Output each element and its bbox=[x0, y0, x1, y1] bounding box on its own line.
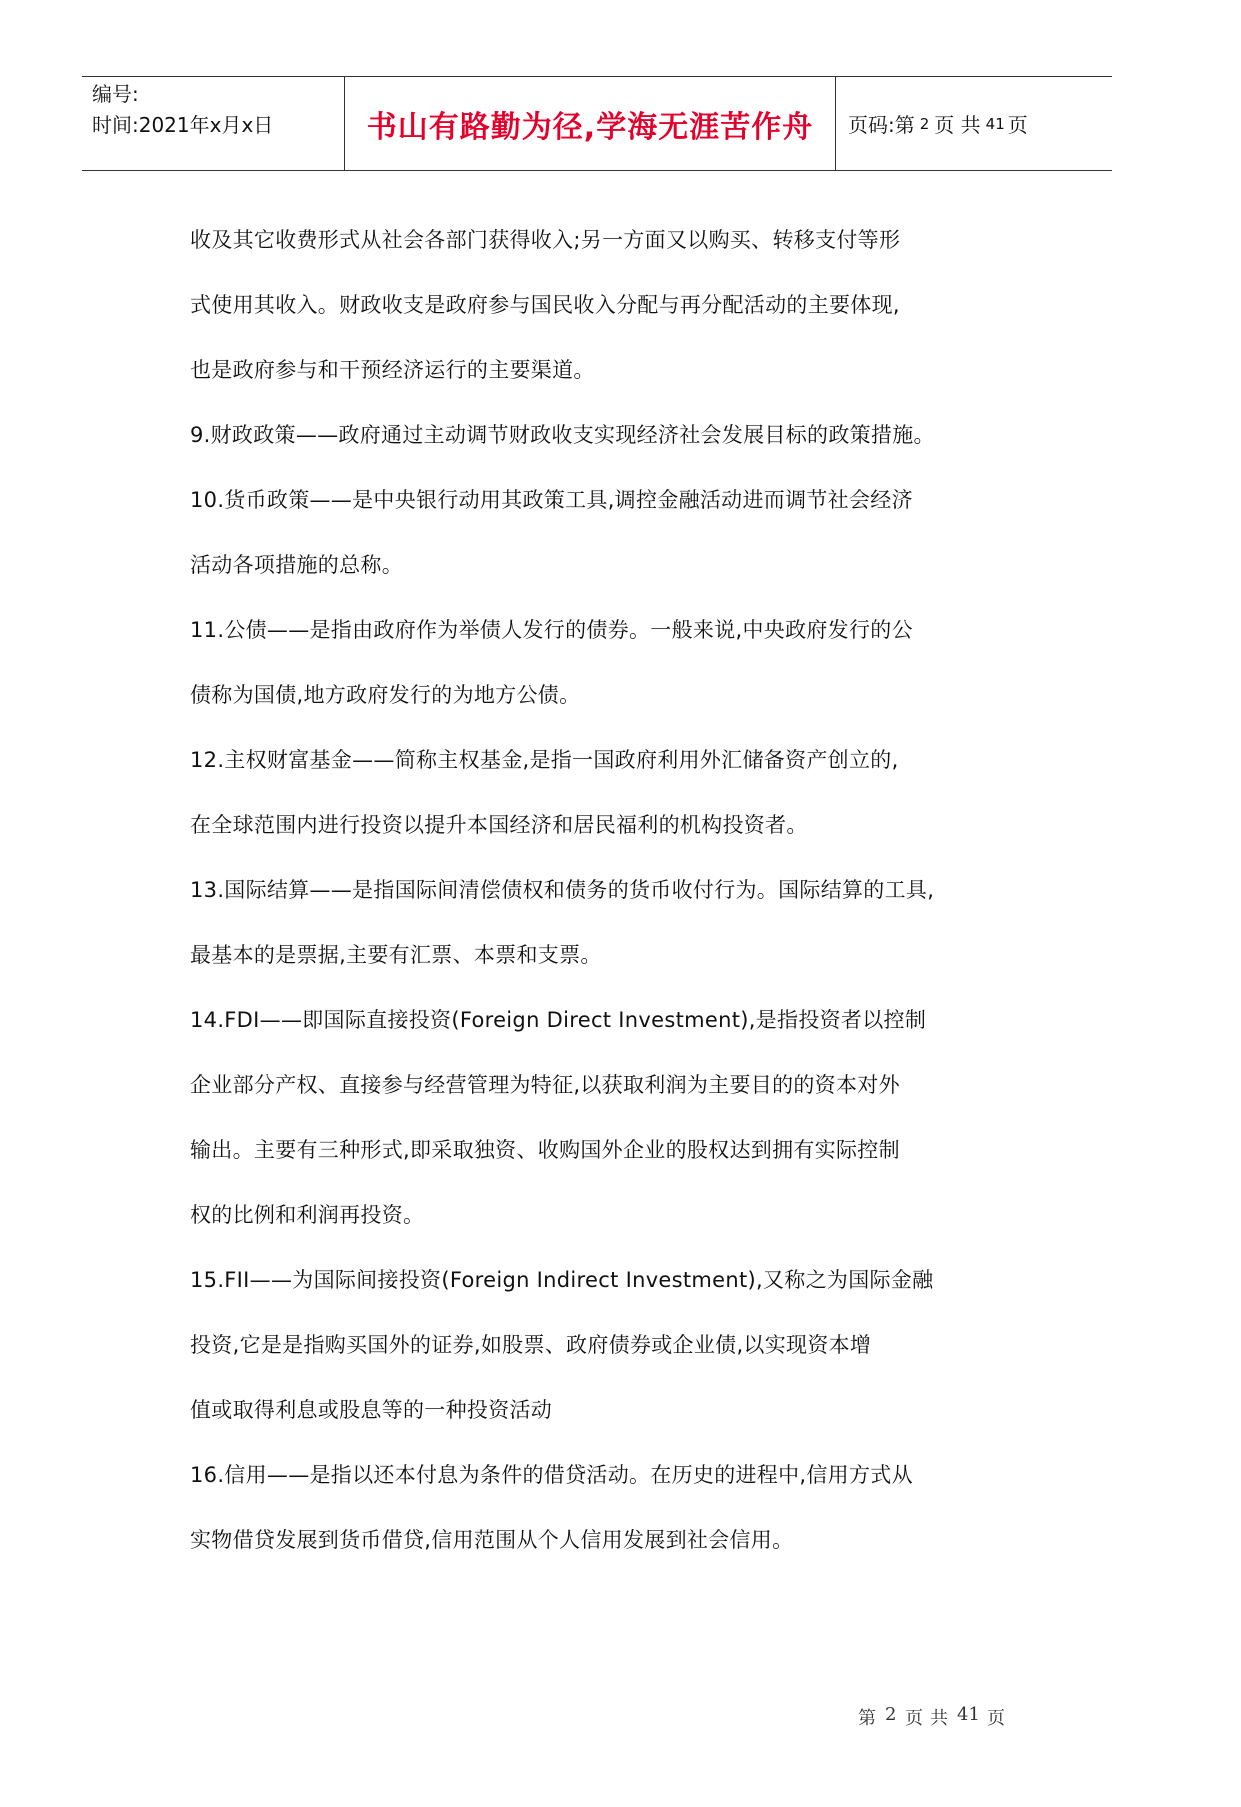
page-header bbox=[82, 76, 1112, 171]
text-line: 最基本的是票据,主要有汇票、本票和支票。 bbox=[190, 943, 602, 967]
page-label: 页码:第 bbox=[848, 113, 915, 137]
header-page-cell bbox=[836, 77, 1112, 170]
text-line: 16.信用——是指以还本付息为条件的借贷活动。在历史的进程中,信用方式从 bbox=[190, 1463, 913, 1487]
page-current-number: 2 bbox=[919, 114, 930, 133]
page-total-number: 41 bbox=[985, 114, 1005, 133]
footer-word-ye: 页 bbox=[905, 1708, 923, 1729]
text-line: 值或取得利息或股息等的一种投资活动 bbox=[190, 1398, 553, 1422]
text-line: 10.货币政策——是中央银行动用其政策工具,调控金融活动进而调节社会经济 bbox=[190, 488, 913, 512]
text-line: 收及其它收费形式从社会各部门获得收入;另一方面又以购买、转移支付等形 bbox=[190, 228, 901, 252]
text-line: 投资,它是是指购买国外的证券,如股票、政府债券或企业债,以实现资本增 bbox=[190, 1333, 872, 1357]
text-line: 活动各项措施的总称。 bbox=[190, 553, 403, 577]
footer-current-page: 2 bbox=[885, 1704, 897, 1725]
footer-word-ye-end: 页 bbox=[987, 1708, 1005, 1729]
document-time-label: 时间:2021年x月x日 bbox=[92, 113, 274, 137]
footer-word-gong: 共 bbox=[930, 1708, 948, 1729]
header-motto: 书山有路勤为径,学海无涯苦作舟 bbox=[366, 109, 814, 145]
text-line: 权的比例和利润再投资。 bbox=[190, 1203, 425, 1227]
page-mid-label: 页 共 bbox=[934, 113, 981, 137]
document-body bbox=[190, 208, 1050, 1573]
text-line: 也是政府参与和干预经济运行的主要渠道。 bbox=[190, 358, 595, 382]
text-line: 13.国际结算——是指国际间清偿债权和债务的货币收付行为。国际结算的工具, bbox=[190, 878, 935, 902]
text-line: 企业部分产权、直接参与经营管理为特征,以获取利润为主要目的的资本对外 bbox=[190, 1073, 900, 1097]
text-line: 在全球范围内进行投资以提升本国经济和居民福利的机构投资者。 bbox=[190, 813, 808, 837]
text-line: 9.财政政策——政府通过主动调节财政收支实现经济社会发展目标的政策措施。 bbox=[190, 423, 935, 447]
text-line: 实物借贷发展到货币借贷,信用范围从个人信用发展到社会信用。 bbox=[190, 1528, 794, 1552]
page-footer bbox=[0, 1704, 1241, 1734]
document-number-label: 编号: bbox=[92, 82, 139, 106]
page-end-label: 页 bbox=[1007, 113, 1028, 137]
text-line: 14.FDI——即国际直接投资(Foreign Direct Investment),是指投资者以控制 bbox=[190, 1008, 927, 1032]
text-line: 式使用其收入。财政收支是政府参与国民收入分配与再分配活动的主要体现, bbox=[190, 293, 900, 317]
header-info-cell bbox=[82, 77, 345, 170]
text-line: 输出。主要有三种形式,即采取独资、收购国外企业的股权达到拥有实际控制 bbox=[190, 1138, 900, 1162]
text-line: 11.公债——是指由政府作为举债人发行的债券。一般来说,中央政府发行的公 bbox=[190, 618, 913, 642]
header-motto-cell bbox=[345, 77, 836, 170]
text-line: 债称为国债,地方政府发行的为地方公债。 bbox=[190, 683, 581, 707]
text-line: 12.主权财富基金——简称主权基金,是指一国政府利用外汇储备资产创立的, bbox=[190, 748, 899, 772]
footer-total-pages: 41 bbox=[957, 1704, 980, 1725]
footer-word-di: 第 bbox=[858, 1708, 876, 1729]
text-line: 15.FII——为国际间接投资(Foreign Indirect Investment),又称之为国际金融 bbox=[190, 1268, 934, 1292]
